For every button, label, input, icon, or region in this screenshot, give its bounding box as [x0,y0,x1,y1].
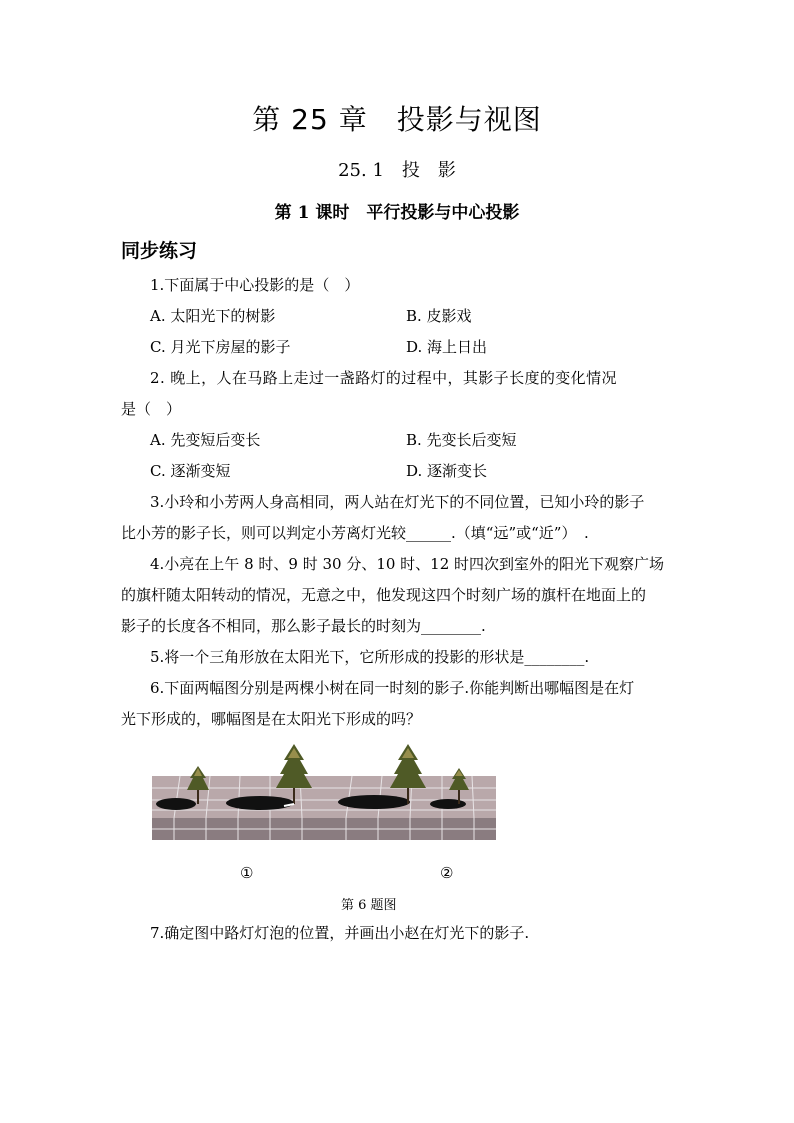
q2-option-d: D. 逐渐变长 [406,462,488,480]
q1-option-b: B. 皮影戏 [406,307,472,325]
shadow-small-tree [430,799,466,809]
figure-2-trees-shadows [324,742,496,840]
figure-caption: 第 6 题图 [341,898,397,913]
q5-line1: 5.将一个三角形放在太阳光下，它所形成的投影的形状是________. [150,648,590,666]
q2-option-c: C. 逐渐变短 [150,462,231,480]
q3-line2: 比小芳的影子长，则可以判定小芳离灯光较______.（填“远”或“近”） . [121,524,589,542]
q4-line2: 的旗杆随太阳转动的情况，无意之中，他发现这四个时刻广场的旗杆在地面上的 [121,586,647,604]
figure-1-label: ① [240,864,254,882]
q2-option-a: A. 先变短后变长 [150,431,261,449]
q3-line1: 3.小玲和小芳两人身高相同，两人站在灯光下的不同位置，已知小玲的影子 [150,493,645,511]
figure-1-trees-shadows [152,742,324,840]
shadow-large-tree [226,796,294,810]
q2-stem-line2: 是（ ） [121,400,182,418]
q1-stem: 1.下面属于中心投影的是（ ） [150,276,360,294]
q6-line2: 光下形成的，哪幅图是在太阳光下形成的吗？ [121,710,422,728]
section-title: 25. 1 投 影 [338,160,456,181]
chapter-title: 第 25 章 投影与视图 [252,103,542,136]
q7-line1: 7.确定图中路灯灯泡的位置，并画出小赵在灯光下的影子. [150,924,530,942]
q1-option-a: A. 太阳光下的树影 [150,307,276,325]
shadow-large-tree [338,795,410,809]
shadow-small-tree [156,798,196,810]
q1-option-d: D. 海上日出 [406,338,488,356]
q6-line1: 6.下面两幅图分别是两棵小树在同一时刻的影子.你能判断出哪幅图是在灯 [150,679,635,697]
figure-2-label: ② [440,864,454,882]
q4-line1: 4.小亮在上午 8 时、9 时 30 分、10 时、12 时四次到室外的阳光下观察广场 [150,555,665,573]
practice-heading: 同步练习 [121,240,198,262]
q2-stem-line1: 2. 晚上，人在马路上走过一盏路灯的过程中，其影子长度的变化情况 [150,369,617,387]
q4-line3: 影子的长度各不相同，那么影子最长的时刻为________. [121,617,486,635]
lesson-title: 第 1 课时 平行投影与中心投影 [274,203,520,223]
q1-option-c: C. 月光下房屋的影子 [150,338,291,356]
q2-option-b: B. 先变长后变短 [406,431,517,449]
